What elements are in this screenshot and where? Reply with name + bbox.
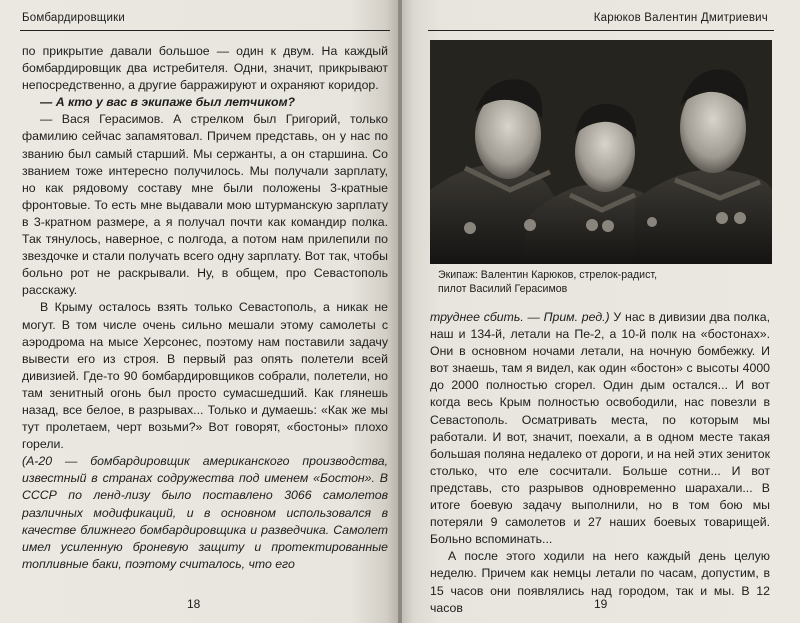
page-number: 19: [594, 597, 608, 611]
paragraph: [430, 309, 770, 548]
paragraph: В Крыму осталось взять только Севастополь, а никак не могут. В том числе очень сильно мешали этому самолеты с аэродрома на мысе Херсонес, поэтому нам поставили задачу вывести его из строя. В первый раз опять полетели всей дивизией. Где-то 90 бомбардировщиков собрали, полетели, но там зенитный огонь был просто сумасшедший. Как глянешь назад, все белое, в разрывах... Только и думаешь: «Как же мы тут пролетаем, черт возьми?» Вот говорят, «бостоны» плохо горели.: [22, 300, 388, 452]
left-page: [0, 0, 398, 623]
paragraph-text: У нас в дивизии два полка, наш и 134-й, летали на Пе-2, а 10-й полк на «бостонах». Они в основном ночами летали, на ночную бомбежку. И вот знаешь, там я видел, как один «бостон» с высоты 4000 до 2000 полностью сгорел. Один дым остался... И вот когда весь Крым полностью освободили, нас повезли в Севастополь. Осматривать места, по которым мы работали. И вот, значит, поехали, а в одном месте такая большая поляна недалеко от дороги, и на ней этих зениток столько, что еле сосчитали. Больше сотни... И вот представь, сто разрывов одновременно шарахали... В итоге боевую задачу выполнили, но в том бою мы потеряли 9 самолетов и 27 наших боевых товарищей. Больно вспоминать...: [430, 310, 770, 547]
right-running-head: Карюков Валентин Дмитриевич: [593, 12, 768, 24]
right-header-rule: [428, 30, 774, 31]
interview-question: — А кто у вас в экипаже был летчиком?: [40, 95, 296, 110]
photo-caption-line: Экипаж: Валентин Карюков, стрелок-радист,: [438, 269, 658, 281]
right-body-text: [430, 309, 770, 617]
paragraph: по прикрытие давали большое — один к двум. На каждый бомбардировщик два истребителя. Одни, значит, прикрывают непосредственно, а другие барражируют и охраняют коридор.: [22, 44, 388, 93]
left-body-text: [22, 43, 388, 573]
paragraph: А после этого ходили на него каждый день целую неделю. Причем как немцы летали по часам, допустим, в 15 часов они появлялись над городом, так и мы. В 12 часов: [430, 549, 770, 615]
right-page: [402, 0, 800, 623]
crew-photo: [430, 40, 772, 264]
paragraph: — Вася Герасимов. А стрелком был Григорий, только фамилию сейчас запамятовал. Причем представь, он у нас по званию был самый старший. Мы сержанты, а он старшина. Со званием тоже интересно получилось. Мы получали зарплату, но как рядовому составу мне были положены 3-кратные фронтовые. То есть мне выдавали мою штурманскую зарплату в 3-кратном размере, а я получал почти как командир полка. Так тянулось, наверное, с полгода, а потом нам прилепили по звездочке и стали получать всего одну зарплату. Вот так, чтобы больно рот не раскрывали. Ну, в общем, про Севастополь расскажу.: [22, 112, 388, 298]
photo-caption: [438, 268, 758, 296]
editor-note: (А-20 — бомбардировщик американского производства, известный в странах содружества под именем «Бостон». В СССР по ленд-лизу было поставлено 3066 самолетов различных модификаций, и в основном использовался в качестве ближнего бомбардировщика и разведчика. Самолет имел усиленную броневую защиту и протектированные топливные баки, поэтому считалось, что его: [22, 454, 388, 571]
photo-caption-line: пилот Василий Герасимов: [438, 283, 568, 295]
left-running-head: Бомбардировщики: [22, 12, 125, 24]
editor-note-end: труднее сбить. — Прим. ред.): [430, 310, 610, 324]
left-header-rule: [20, 30, 390, 31]
page-number: 18: [187, 597, 201, 611]
crew-photo-illustration: [430, 40, 772, 264]
